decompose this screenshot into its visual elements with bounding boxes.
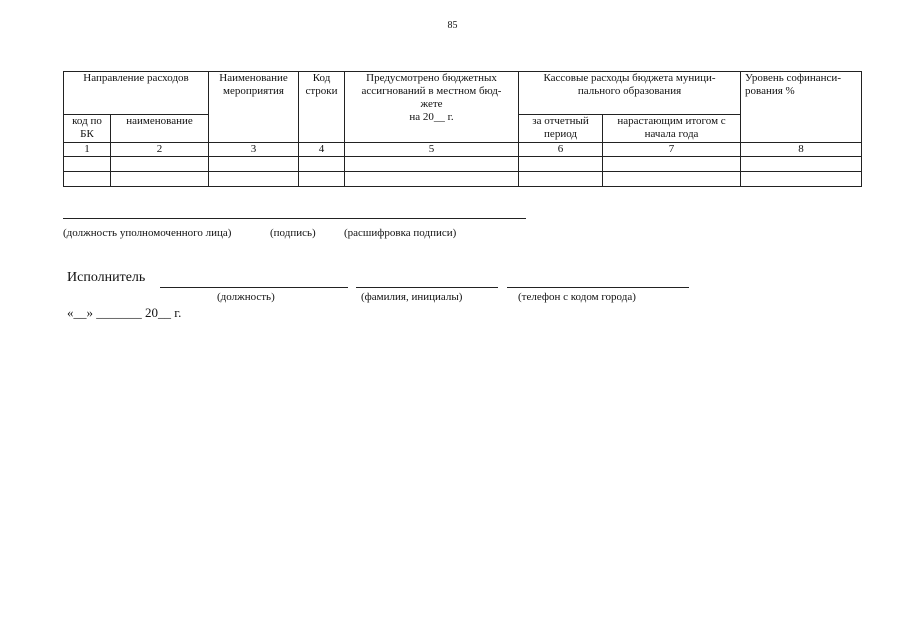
executor-position-line: [160, 287, 348, 288]
expenses-table: [63, 71, 862, 187]
table-cell: [345, 157, 519, 172]
page-number: 85: [447, 20, 458, 31]
column-number: 1: [64, 143, 111, 157]
header-line-code: Код строки: [299, 72, 345, 143]
table-cell: [209, 157, 299, 172]
header-direction: Направление расходов: [64, 72, 209, 115]
date-line: «__» _______ 20__ г.: [67, 305, 182, 320]
table-cell: [519, 172, 603, 187]
column-number: 6: [519, 143, 603, 157]
table-cell: [299, 172, 345, 187]
signature-sign-label: (подпись): [270, 227, 316, 239]
table-cell: [345, 172, 519, 187]
header-name: наименование: [111, 115, 209, 143]
column-number-row: [64, 143, 862, 157]
column-number: 8: [741, 143, 862, 157]
executor-label: Исполнитель: [67, 270, 146, 285]
header-cash-expenses: Кассовые расходы бюджета муници- пального образования: [519, 72, 741, 115]
column-number: 7: [603, 143, 741, 157]
table-cell: [64, 157, 111, 172]
table-cell: [209, 172, 299, 187]
table-cell: [603, 157, 741, 172]
signature-decoding-label: (расшифровка подписи): [344, 227, 457, 239]
table-row: [64, 172, 862, 187]
table-cell: [64, 172, 111, 187]
executor-name-label: (фамилия, инициалы): [361, 291, 463, 303]
table-cell: [111, 172, 209, 187]
table-cell: [519, 157, 603, 172]
table-cell: [603, 172, 741, 187]
column-number: 5: [345, 143, 519, 157]
header-event-name: Наименование мероприятия: [209, 72, 299, 143]
table-cell: [741, 172, 862, 187]
table-row: [64, 157, 862, 172]
header-reporting-period: за отчетный период: [519, 115, 603, 143]
header-cumulative: нарастающим итогом с начала года: [603, 115, 741, 143]
table-cell: [741, 157, 862, 172]
executor-name-line: [356, 287, 498, 288]
column-number: 3: [209, 143, 299, 157]
signature-position-label: (должность уполномоченного лица): [63, 227, 232, 239]
header-code-bk: код по БК: [64, 115, 111, 143]
header-budget-allocations: Предусмотрено бюджетных ассигнований в местном бюд- жете на 20__ г.: [345, 72, 519, 143]
column-number: 4: [299, 143, 345, 157]
executor-phone-label: (телефон с кодом города): [518, 291, 636, 303]
column-number: 2: [111, 143, 209, 157]
table-cell: [111, 157, 209, 172]
executor-position-label: (должность): [217, 291, 275, 303]
header-cofinancing-level: Уровень софинанси- рования %: [741, 72, 862, 143]
executor-phone-line: [507, 287, 689, 288]
signature-line: [63, 218, 526, 219]
table-cell: [299, 157, 345, 172]
